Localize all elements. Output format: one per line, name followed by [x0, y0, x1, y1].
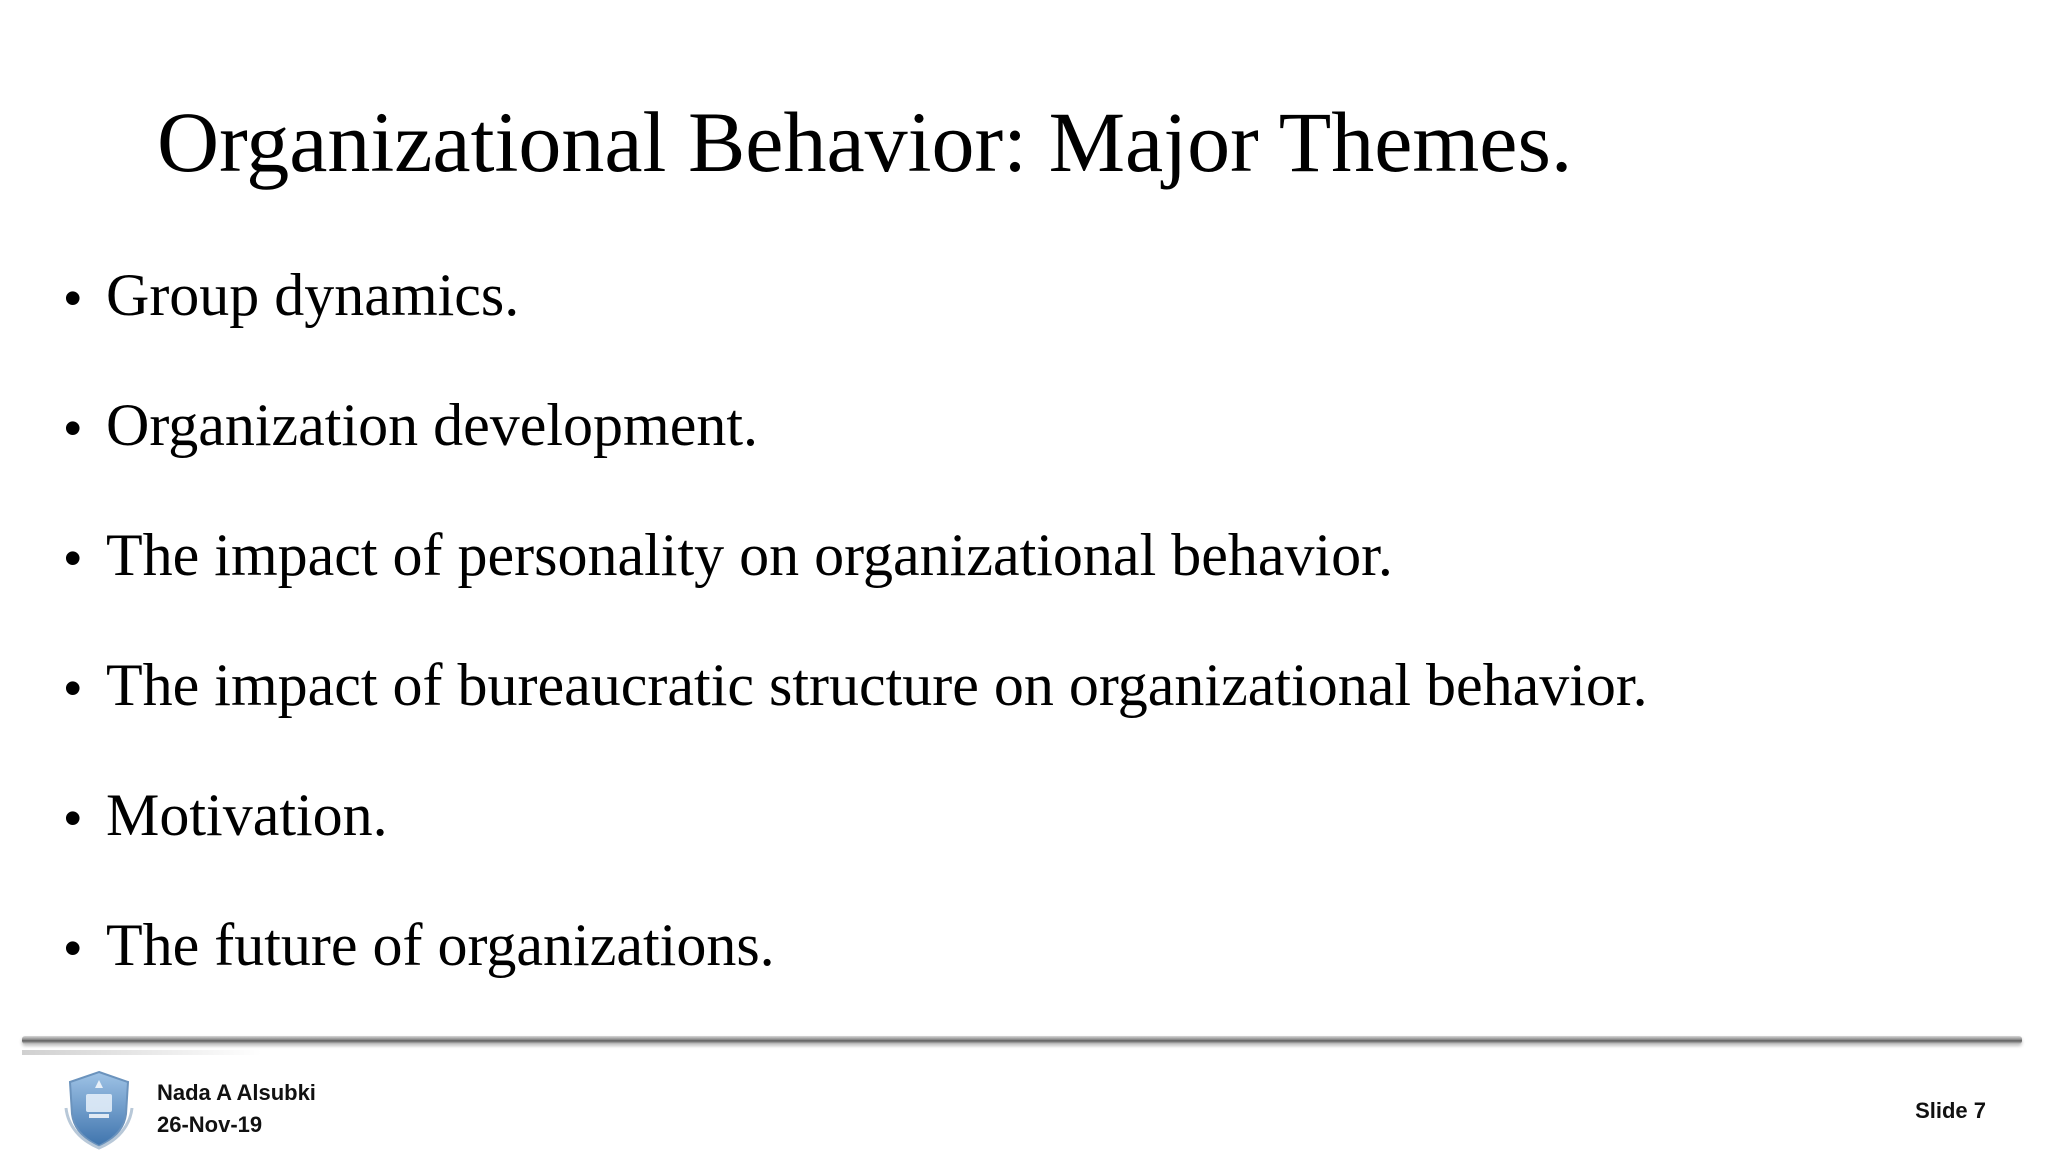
footer-info: [157, 1077, 316, 1141]
bullet-text: The impact of bureaucratic structure on organizational behavior.: [106, 652, 1648, 718]
bullet-text: Group dynamics.: [106, 262, 520, 328]
footer-date: 26-Nov-19: [157, 1112, 263, 1137]
slide-title: Organizational Behavior: Major Themes.: [157, 94, 1573, 190]
bullet-text: Organization development.: [106, 392, 759, 458]
bullet-icon: •: [64, 660, 82, 716]
bullet-text: The impact of personality on organizational behavior.: [106, 522, 1393, 588]
footer-author: Nada A Alsubki: [157, 1080, 316, 1105]
footer-divider-shadow: [22, 1050, 262, 1055]
bullet-item: [64, 380, 1648, 510]
bullet-list: [64, 250, 1648, 1030]
bullet-icon: •: [64, 790, 82, 846]
bullet-icon: •: [64, 530, 82, 586]
bullet-text: Motivation.: [106, 782, 388, 848]
footer-divider: [22, 1036, 2022, 1044]
bullet-text: The future of organizations.: [106, 912, 775, 978]
bullet-icon: •: [64, 400, 82, 456]
bullet-item: [64, 640, 1648, 770]
bullet-icon: •: [64, 270, 82, 326]
slide-number: Slide 7: [1915, 1098, 1986, 1123]
bullet-item: [64, 250, 1648, 380]
bullet-item: [64, 510, 1648, 640]
bullet-item: [64, 770, 1648, 900]
university-shield-logo-icon: [62, 1068, 136, 1150]
bullet-icon: •: [64, 920, 82, 976]
bullet-item: [64, 900, 1648, 1030]
